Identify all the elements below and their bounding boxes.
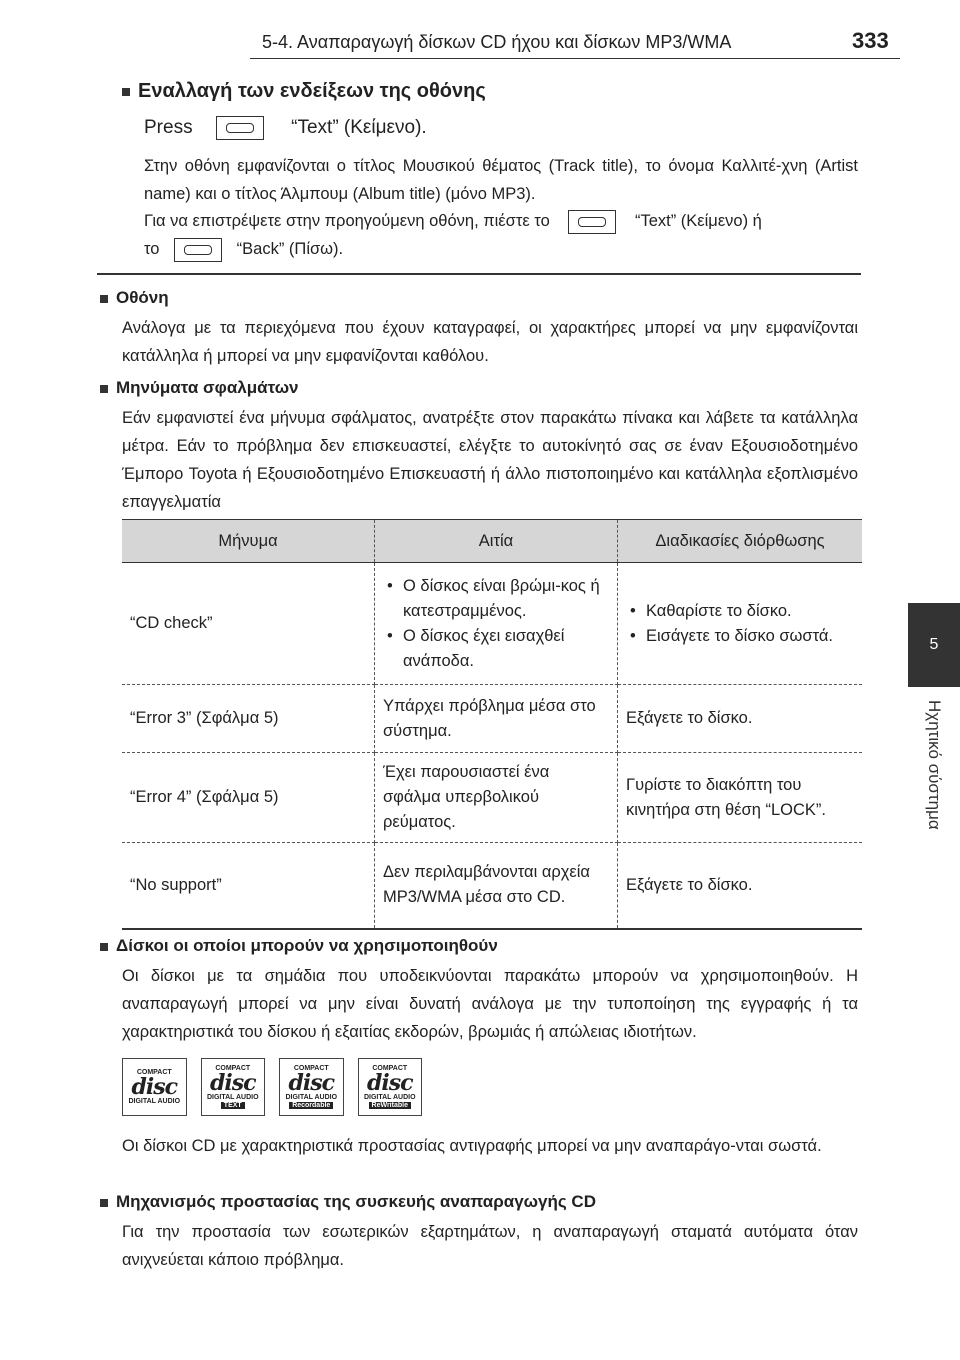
table-header: Διαδικασίες διόρθωσης: [618, 520, 863, 563]
logo-bottom-text: DIGITAL AUDIO: [363, 1094, 416, 1101]
return-text-3: το: [144, 240, 160, 258]
discs-heading-text: Δίσκοι οι οποίοι μπορούν να χρησιμοποιηθούν: [116, 936, 498, 955]
press-label: Press: [144, 117, 193, 139]
protection-paragraph: Για την προστασία των εσωτερικών εξαρτημάτων, η αναπαραγωγή σταματά αυτόματα όταν ανιχνεύεται κάποιο πρόβλημα.: [122, 1223, 858, 1269]
back-button-icon: [174, 238, 222, 262]
list-item: • Εισάγετε το δίσκο σωστά.: [626, 624, 854, 649]
logo-bottom-text: DIGITAL AUDIO: [128, 1098, 181, 1105]
text-button-icon: [568, 210, 616, 234]
return-text-1: Για να επιστρέψετε στην προηγούμενη οθόνη, πιέστε το: [144, 212, 550, 230]
copy-protection-paragraph: Οι δίσκοι CD με χαρακτηριστικά προστασίας αντιγραφής μπορεί να μην αναπαράγο-νται σωστά.: [122, 1137, 822, 1155]
square-bullet-icon: [122, 88, 130, 96]
errors-heading: [100, 378, 299, 398]
discs-paragraph: Οι δίσκοι με τα σημάδια που υποδεικνύονται παρακάτω μπορούν να χρησιμοποιηθούν. Η αναπαραγωγή μπορεί να μην είναι δυνατή ανάλογα με την τυποποίηση της εγγραφής ή τα χαρακτηριστικά του δίσκου ή εξαιτίας εκδορών, βρωμιάς ή απώλειας ιδιοτήτων.: [122, 967, 858, 1041]
discs-heading: [100, 936, 498, 956]
compact-disc-rewritable-logo: [358, 1058, 423, 1116]
table-cell-fix: Γυρίστε το διακόπτη του κινητήρα στη θέση “LOCK”.: [618, 753, 863, 843]
error-table: [122, 519, 862, 930]
logo-tag: ReWritable: [369, 1102, 411, 1109]
protection-heading: [100, 1192, 596, 1212]
table-cell-fix: Εξάγετε το δίσκο.: [618, 685, 863, 753]
logo-top-text: COMPACT: [215, 1065, 251, 1072]
table-cell-cause: Υπάρχει πρόβλημα μέσα στο σύστημα.: [375, 685, 618, 753]
return-text-2: “Text” (Κείμενο) ή: [634, 212, 762, 230]
page-number: 333: [852, 28, 889, 53]
press-after-text: “Text” (Κείμενο).: [291, 117, 427, 139]
table-row: [122, 843, 862, 929]
logo-disc-word: disc: [288, 1070, 335, 1096]
chapter-tab-label: Ηχητικό σύστημα: [925, 700, 944, 830]
logo-bottom-text: DIGITAL AUDIO: [285, 1094, 338, 1101]
table-header-row: [122, 520, 862, 563]
square-bullet-icon: [100, 943, 108, 951]
compact-disc-recordable-logo: [279, 1058, 344, 1116]
logo-tag: Recordable: [289, 1102, 333, 1109]
table-cell-fix: [618, 563, 863, 685]
list-item: • Ο δίσκος έχει εισαχθεί ανάποδα.: [383, 624, 609, 674]
table-cell-cause: Έχει παρουσιαστεί ένα σφάλμα υπερβολικού ρεύματος.: [375, 753, 618, 843]
logo-top-text: COMPACT: [136, 1069, 172, 1076]
table-cell-fix: Εξάγετε το δίσκο.: [618, 843, 863, 929]
table-cell-message: “No support”: [122, 843, 375, 929]
list-item: • Καθαρίστε το δίσκο.: [626, 599, 854, 624]
disc-logos: [122, 1058, 422, 1116]
logo-disc-word: disc: [366, 1070, 413, 1096]
chapter-title: 5-4. Αναπαραγωγή δίσκων CD ήχου και δίσκων MP3/WMA: [262, 32, 732, 52]
table-row: [122, 685, 862, 753]
return-paragraph: [144, 207, 858, 263]
list-item: • Ο δίσκος είναι βρώμι-κος ή κατεστραμμένος.: [383, 574, 609, 624]
section-title-text: Εναλλαγή των ενδείξεων της οθόνης: [138, 80, 486, 102]
section-display-switch-title: [122, 80, 486, 103]
header-rule: [250, 58, 900, 59]
press-line: [144, 116, 427, 140]
table-row: [122, 563, 862, 685]
screen-heading-text: Οθόνη: [116, 288, 169, 307]
square-bullet-icon: [100, 385, 108, 393]
screen-paragraph: Ανάλογα με τα περιεχόμενα που έχουν καταγραφεί, οι χαρακτήρες μπορεί να μην εμφανίζονται κατάλληλα ή μπορεί να μην εμφανίζονται καθόλου.: [122, 319, 858, 365]
chapter-tab: 5: [908, 603, 960, 687]
table-header: Μήνυμα: [122, 520, 375, 563]
table-header: Αιτία: [375, 520, 618, 563]
compact-disc-logo: [122, 1058, 187, 1116]
text-button-icon: [216, 116, 264, 140]
compact-disc-text-logo: [201, 1058, 266, 1116]
logo-bottom-text: DIGITAL AUDIO: [206, 1094, 259, 1101]
logo-disc-word: disc: [209, 1070, 256, 1096]
logo-top-text: COMPACT: [372, 1065, 408, 1072]
table-cell-message: “CD check”: [122, 563, 375, 685]
errors-paragraph: Εάν εμφανιστεί ένα μήνυμα σφάλματος, ανατρέξτε στον παρακάτω πίνακα και λάβετε τα κατάλληλα μέτρα. Εάν το πρόβλημα δεν επισκευαστεί, ελέγξτε το αυτοκίνητό σας σε έναν Εξουσιοδοτημένο Έμπορο Toyota ή Εξουσιοδοτημένο Επισκευαστή ή άλλο πιστοποιημένο και κατάλληλα εξοπλισμένο επαγγελματία: [122, 409, 858, 511]
return-text-4: “Back” (Πίσω).: [236, 240, 344, 258]
display-info-paragraph: Στην οθόνη εμφανίζονται ο τίτλος Μουσικού θέματος (Track title), το όνομα Καλλιτέ-χνη (Artist name) και ο τίτλος Άλμπουμ (Album title) (μόνο MP3).: [144, 157, 858, 203]
logo-tag: TEXT: [221, 1102, 245, 1109]
errors-heading-text: Μηνύματα σφαλμάτων: [116, 378, 299, 397]
table-row: [122, 753, 862, 843]
screen-heading: [100, 288, 169, 308]
section-divider: [97, 273, 861, 275]
table-cell-message: “Error 4” (Σφάλμα 5): [122, 753, 375, 843]
table-cell-cause: [375, 563, 618, 685]
table-cell-message: “Error 3” (Σφάλμα 5): [122, 685, 375, 753]
square-bullet-icon: [100, 295, 108, 303]
logo-top-text: COMPACT: [293, 1065, 329, 1072]
square-bullet-icon: [100, 1199, 108, 1207]
logo-disc-word: disc: [131, 1074, 178, 1100]
table-cell-cause: Δεν περιλαμβάνονται αρχεία MP3/WMA μέσα στο CD.: [375, 843, 618, 929]
protection-heading-text: Μηχανισμός προστασίας της συσκευής αναπαραγωγής CD: [116, 1192, 596, 1211]
